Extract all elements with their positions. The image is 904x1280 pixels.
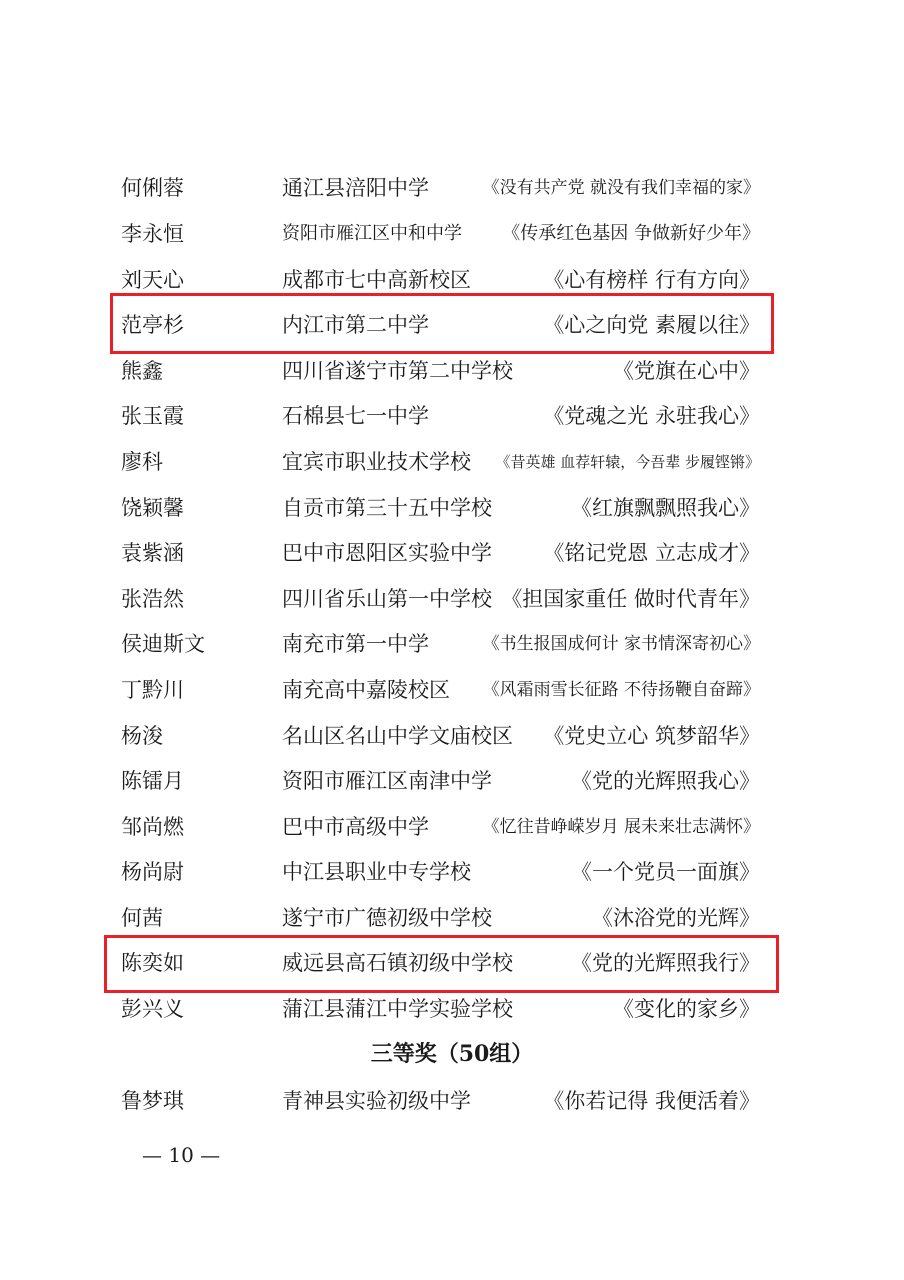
list-item bbox=[0, 488, 904, 528]
work-title: 《铭记党恩 立志成才》 bbox=[543, 541, 760, 565]
school-name: 中江县职业中专学校 bbox=[282, 860, 471, 884]
work-title: 《忆往昔峥嵘岁月 展未来壮志满怀》 bbox=[482, 817, 760, 837]
list-item bbox=[0, 533, 904, 573]
work-title: 《党的光辉照我行》 bbox=[571, 951, 760, 975]
work-title: 《红旗飘飘照我心》 bbox=[571, 496, 760, 520]
student-name: 张玉霞 bbox=[121, 404, 184, 428]
student-name: 邹尚燃 bbox=[121, 815, 184, 839]
student-name: 杨浚 bbox=[121, 724, 163, 748]
list-item bbox=[0, 1081, 904, 1121]
school-name: 宜宾市职业技术学校 bbox=[282, 450, 471, 474]
list-item bbox=[0, 351, 904, 391]
school-name: 巴中市高级中学 bbox=[282, 815, 429, 839]
list-item bbox=[0, 579, 904, 619]
list-item bbox=[0, 761, 904, 801]
work-title: 《党旗在心中》 bbox=[613, 359, 760, 383]
page-number: — 10 — bbox=[142, 1143, 221, 1167]
student-name: 熊鑫 bbox=[121, 359, 163, 383]
list-item bbox=[0, 305, 904, 345]
list-item bbox=[0, 260, 904, 300]
school-name: 青神县实验初级中学 bbox=[282, 1089, 471, 1113]
student-name: 李永恒 bbox=[121, 222, 184, 246]
school-name: 巴中市恩阳区实验中学 bbox=[282, 541, 492, 565]
work-title: 《党的光辉照我心》 bbox=[571, 769, 760, 793]
student-name: 杨尚尉 bbox=[121, 860, 184, 884]
list-item bbox=[0, 214, 904, 254]
work-title: 《党史立心 筑梦韶华》 bbox=[543, 724, 760, 748]
work-title: 《昔英雄 血荐轩辕，今吾辈 步履铿锵》 bbox=[495, 453, 760, 471]
student-name: 饶颖馨 bbox=[121, 496, 184, 520]
school-name: 威远县高石镇初级中学校 bbox=[282, 951, 513, 975]
school-name: 南充市第一中学 bbox=[282, 632, 429, 656]
school-name: 通江县涪阳中学 bbox=[282, 176, 429, 200]
student-name: 侯迪斯文 bbox=[121, 632, 205, 656]
student-name: 袁紫涵 bbox=[121, 541, 184, 565]
work-title: 《传承红色基因 争做新好少年》 bbox=[502, 223, 760, 244]
school-name: 自贡市第三十五中学校 bbox=[282, 496, 492, 520]
list-item bbox=[0, 807, 904, 847]
work-title: 《风霜雨雪长征路 不待扬鞭自奋蹄》 bbox=[482, 680, 760, 700]
work-title: 《你若记得 我便活着》 bbox=[543, 1089, 760, 1113]
list-item bbox=[0, 716, 904, 756]
student-name: 鲁梦琪 bbox=[121, 1089, 184, 1113]
school-name: 名山区名山中学文庙校区 bbox=[282, 724, 513, 748]
school-name: 蒲江县蒲江中学实验学校 bbox=[282, 997, 513, 1021]
school-name: 资阳市雁江区南津中学 bbox=[282, 769, 492, 793]
student-name: 陈镭月 bbox=[121, 769, 184, 793]
work-title: 《书生报国成何计 家书情深寄初心》 bbox=[482, 634, 760, 654]
work-title: 《心有榜样 行有方向》 bbox=[543, 268, 760, 292]
school-name: 四川省乐山第一中学校 bbox=[282, 587, 492, 611]
work-title: 《没有共产党 就没有我们幸福的家》 bbox=[482, 178, 760, 198]
school-name: 石棉县七一中学 bbox=[282, 404, 429, 428]
school-name: 遂宁市广德初级中学校 bbox=[282, 906, 492, 930]
list-item bbox=[0, 624, 904, 664]
student-name: 何茜 bbox=[121, 906, 163, 930]
school-name: 内江市第二中学 bbox=[282, 313, 429, 337]
list-item bbox=[0, 989, 904, 1029]
list-item bbox=[0, 898, 904, 938]
work-title: 《沐浴党的光辉》 bbox=[592, 906, 760, 930]
list-item bbox=[0, 168, 904, 208]
student-name: 廖科 bbox=[121, 450, 163, 474]
student-name: 丁黔川 bbox=[121, 678, 184, 702]
work-title: 《心之向党 素履以往》 bbox=[543, 313, 760, 337]
list-item bbox=[0, 670, 904, 710]
work-title: 《变化的家乡》 bbox=[613, 997, 760, 1021]
student-name: 彭兴义 bbox=[121, 997, 184, 1021]
work-title: 《党魂之光 永驻我心》 bbox=[543, 404, 760, 428]
school-name: 四川省遂宁市第二中学校 bbox=[282, 359, 513, 383]
school-name: 成都市七中高新校区 bbox=[282, 268, 471, 292]
student-name: 刘天心 bbox=[121, 268, 184, 292]
work-title: 《担国家重任 做时代青年》 bbox=[501, 587, 760, 611]
student-name: 陈奕如 bbox=[121, 951, 184, 975]
list-item bbox=[0, 442, 904, 482]
list-item bbox=[0, 943, 904, 983]
list-item bbox=[0, 852, 904, 892]
list-item bbox=[0, 396, 904, 436]
student-name: 范亭杉 bbox=[121, 313, 184, 337]
school-name: 南充高中嘉陵校区 bbox=[282, 678, 450, 702]
section-heading: 三等奖（50组） bbox=[370, 1041, 534, 1067]
school-name: 资阳市雁江区中和中学 bbox=[282, 223, 462, 244]
student-name: 张浩然 bbox=[121, 587, 184, 611]
work-title: 《一个党员一面旗》 bbox=[571, 860, 760, 884]
student-name: 何俐蓉 bbox=[121, 176, 184, 200]
